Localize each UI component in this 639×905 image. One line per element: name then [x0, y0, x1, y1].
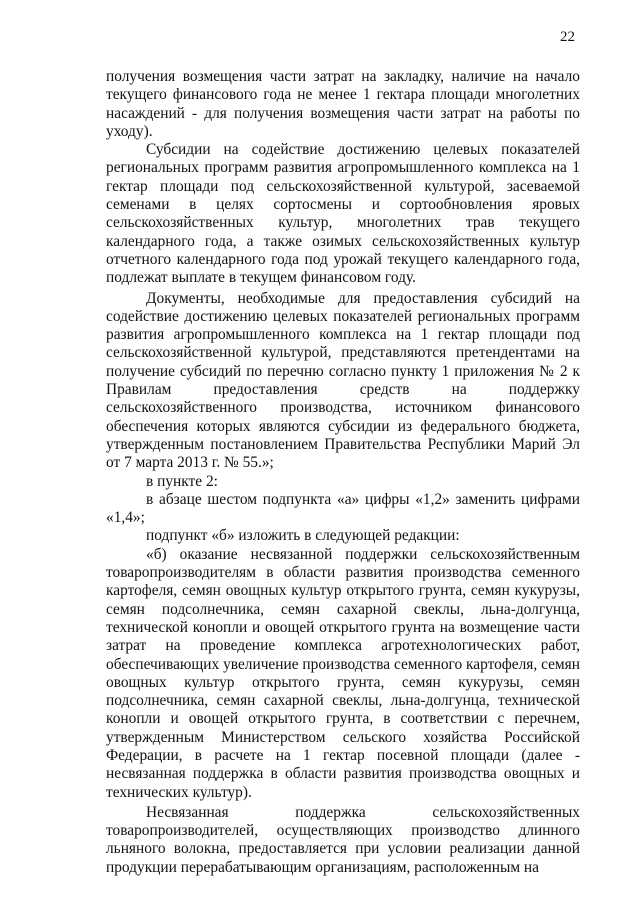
paragraph-continuation: получения возмещения части затрат на закладку, наличие на начало текущего финансового года не менее 1 гектара площади многолетних насаждений - для получения возмещения части затрат на работы по уходу).	[106, 68, 580, 140]
page-number: 22	[560, 29, 575, 45]
document-body	[106, 68, 580, 877]
paragraph-flax-support: Несвязанная поддержка сельскохозяйственных товаропроизводителей, осуществляющих производство длинного льняного волокна, предоставляется при условии реализации данной продукции перерабатывающим организациям, расположенным на	[106, 803, 580, 876]
paragraph-subsidies: Субсидии на содействие достижению целевых показателей региональных программ развития агропромышленного комплекса на 1 гектар площади под сельскохозяйственной культурой, засеваемой семенами в целях сортосмены и сортообновления яровых сельскохозяйственных культур, многолетних трав текущего календарного года, а также озимых сельскохозяйственных культур отчетного календарного года под урожай текущего календарного года, подлежат выплате в текущем финансовом году.	[106, 141, 580, 287]
paragraph-amend-a: в абзаце шестом подпункта «а» цифры «1,2» заменить цифрами «1,4»;	[106, 490, 580, 527]
paragraph-documents: Документы, необходимые для предоставления субсидий на содействие достижению целевых показателей региональных программ развития агропромышленного комплекса на 1 гектар площади под сельскохозяйственной культурой, представляются претендентами на получение субсидий по перечню согласно пункту 1 приложения № 2 к Правилам предоставления средств на поддержку сельскохозяйственного производства, источником финансового обеспечения которых являются субсидии из федерального бюджета, утвержденным постановлением Правительства Республики Марий Эл от 7 марта 2013 г. № 55.»;	[106, 289, 580, 472]
paragraph-new-b: «б) оказание несвязанной поддержки сельскохозяйственным товаропроизводителям в области развития производства семенного картофеля, семян овощных культур открытого грунта, семян кукурузы, семян подсолнечника, семян сахарной свеклы, льна-долгунца, технической конопли и овощей открытого грунта на возмещение части затрат на проведение комплекса агротехнологических работ, обеспечивающих увеличение производства семенного картофеля, семян овощных культур открытого грунта, семян кукурузы, семян подсолнечника, семян сахарной свеклы, льна-долгунца, технической конопли и овощей открытого грунта, в соответствии с перечнем, утвержденным Министерством сельского хозяйства Российской Федерации, в расчете на 1 гектар посевной площади (далее - несвязанная поддержка в области развития производства овощных и технических культур).	[106, 545, 580, 801]
paragraph-amend-b: подпункт «б» изложить в следующей редакции:	[146, 527, 460, 545]
paragraph-point-2: в пункте 2:	[146, 472, 218, 490]
